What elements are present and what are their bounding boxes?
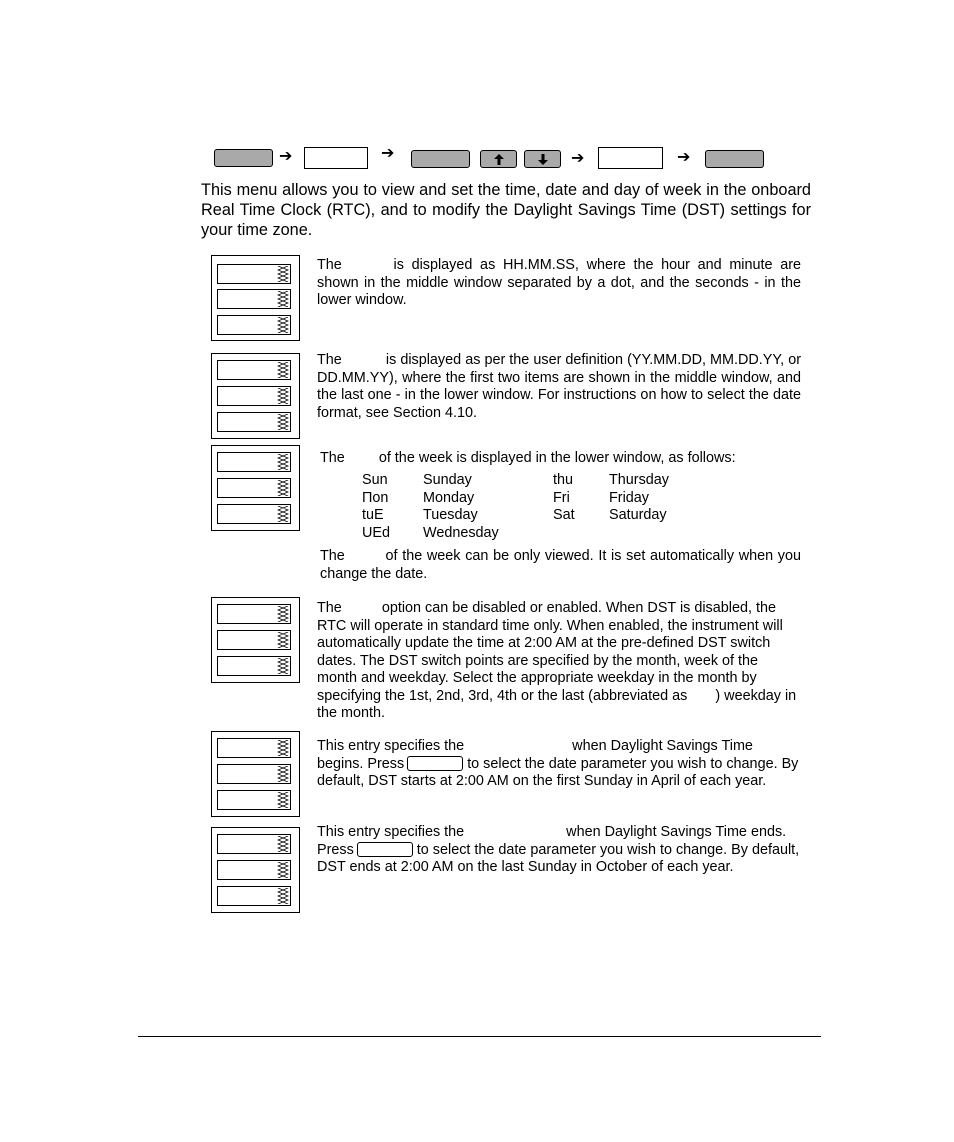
day-code: Sat	[553, 507, 575, 523]
day-code: Πon	[362, 490, 389, 506]
display-panel-dst-end	[211, 827, 300, 913]
day-name: Tuesday	[423, 507, 478, 523]
down-key-button[interactable]	[524, 150, 561, 168]
up-key-button[interactable]	[480, 150, 517, 168]
dst-text-1: option can be disabled or enabled. When DST is disabled, the RTC will operate in standard time only. When enabled, the instrument will automatically update the time at 2:00 AM at the pre-defined DST switch dates. The DST switch points are specified by the month, week of the month and weekday. Select the appropriate weekday in the month by specifying the 1st, 2nd, 3rd, 4th or the last (abbreviated as	[317, 600, 783, 704]
date-description	[317, 352, 801, 422]
dst-start-text-3: to select the date parameter you wish to change. By default, DST starts at 2:00 AM on the first Sunday in April of each year.	[317, 755, 799, 789]
sequence-arrow-icon: ➔	[571, 150, 585, 167]
display-panel-time	[211, 255, 300, 341]
day-lead: The	[320, 450, 345, 466]
day-code: UEd	[362, 525, 390, 541]
day-name: Sunday	[423, 472, 472, 488]
display-window-middle	[217, 386, 291, 406]
day-code: Sun	[362, 472, 388, 488]
hatch-icon	[277, 766, 289, 782]
dst-end-text-2: when Daylight Savings Time ends. Press	[317, 824, 787, 858]
sequence-arrow-icon: ➔	[279, 148, 293, 165]
display-window-upper	[217, 452, 291, 472]
day-name: Friday	[609, 490, 649, 506]
display-window-middle	[217, 764, 291, 784]
hatch-icon	[277, 862, 289, 878]
day-code: thu	[553, 472, 574, 488]
day-code: tuE	[362, 507, 384, 523]
intro-paragraph: This menu allows you to view and set the time, date and day of week in the onboard Real Time Clock (RTC), and to modify the Daylight Savings Time (DST) settings for your time zone.	[201, 181, 811, 239]
hatch-icon	[277, 414, 289, 430]
select-button-box[interactable]	[407, 756, 463, 771]
up-arrow-icon	[494, 154, 504, 165]
display-window-upper	[217, 834, 291, 854]
display-window-upper	[217, 360, 291, 380]
dst-end-description	[317, 824, 801, 877]
display-window-lower	[217, 504, 291, 524]
hatch-icon	[277, 506, 289, 522]
hatch-icon	[277, 266, 289, 282]
time-text: is displayed as HH.MM.SS, where the hour and minute are shown in the middle window separated by a dot, and the seconds - in the lower window.	[317, 257, 801, 308]
display-panel-date	[211, 353, 300, 439]
display-window-middle	[217, 630, 291, 650]
dst-text-2: ) weekday in the month.	[317, 687, 797, 721]
display-window-upper	[217, 264, 291, 284]
display-window-lower	[217, 886, 291, 906]
date-lead: The	[317, 352, 342, 368]
display-window-2	[598, 147, 663, 169]
display-panel-day	[211, 445, 300, 531]
date-text: is displayed as per the user definition (YY.MM.DD, MM.DD.YY, or DD.MM.YY), where the first two items are shown in the middle window, and the last one - in the lower window. For instructions on how to select the date format, see Section 4.10.	[317, 352, 801, 421]
hatch-icon	[277, 388, 289, 404]
hatch-icon	[277, 836, 289, 852]
dst-end-text-3: to select the date parameter you wish to change. By default, DST ends at 2:00 AM on the last Sunday in October of each year.	[317, 841, 800, 875]
hatch-icon	[277, 792, 289, 808]
down-arrow-icon	[538, 154, 548, 165]
display-panel-dst-start	[211, 731, 300, 817]
display-window-upper	[217, 604, 291, 624]
day-text: of the week is displayed in the lower window, as follows:	[378, 450, 736, 466]
day-note	[320, 548, 801, 583]
dst-start-text-1: This entry specifies the	[317, 738, 465, 754]
dst-start-text-2: when Daylight Savings Time begins. Press	[317, 738, 753, 772]
select-button-box[interactable]	[357, 842, 413, 857]
enter-key-button[interactable]	[705, 150, 764, 168]
dst-end-text-1: This entry specifies the	[317, 824, 465, 840]
dst-start-description	[317, 738, 801, 791]
hatch-icon	[277, 454, 289, 470]
day-name: Saturday	[609, 507, 667, 523]
hatch-icon	[277, 740, 289, 756]
display-window-lower	[217, 656, 291, 676]
sequence-arrow-icon: ➔	[381, 145, 395, 162]
footer-rule	[138, 1036, 821, 1037]
day-name: Wednesday	[423, 525, 499, 541]
display-window-middle	[217, 860, 291, 880]
display-window-lower	[217, 412, 291, 432]
display-window-lower	[217, 315, 291, 335]
hatch-icon	[277, 317, 289, 333]
display-window-1	[304, 147, 368, 169]
menu-key-button[interactable]	[214, 149, 273, 167]
sequence-arrow-icon: ➔	[677, 149, 691, 166]
select-key-button[interactable]	[411, 150, 470, 168]
dst-lead: The	[317, 600, 342, 616]
day-description	[320, 450, 801, 468]
hatch-icon	[277, 888, 289, 904]
dst-description	[317, 600, 801, 723]
display-window-middle	[217, 289, 291, 309]
hatch-icon	[277, 632, 289, 648]
display-window-middle	[217, 478, 291, 498]
day-note-text: of the week can be only viewed. It is set automatically when you change the date.	[320, 548, 802, 582]
hatch-icon	[277, 658, 289, 674]
display-window-lower	[217, 790, 291, 810]
day-code: Fri	[553, 490, 570, 506]
hatch-icon	[277, 480, 289, 496]
day-name: Thursday	[609, 472, 669, 488]
display-window-upper	[217, 738, 291, 758]
time-lead: The	[317, 257, 342, 273]
time-description	[317, 257, 801, 310]
day-note-lead: The	[320, 548, 345, 564]
hatch-icon	[277, 291, 289, 307]
day-name: Monday	[423, 490, 475, 506]
display-panel-dst	[211, 597, 300, 683]
hatch-icon	[277, 606, 289, 622]
hatch-icon	[277, 362, 289, 378]
